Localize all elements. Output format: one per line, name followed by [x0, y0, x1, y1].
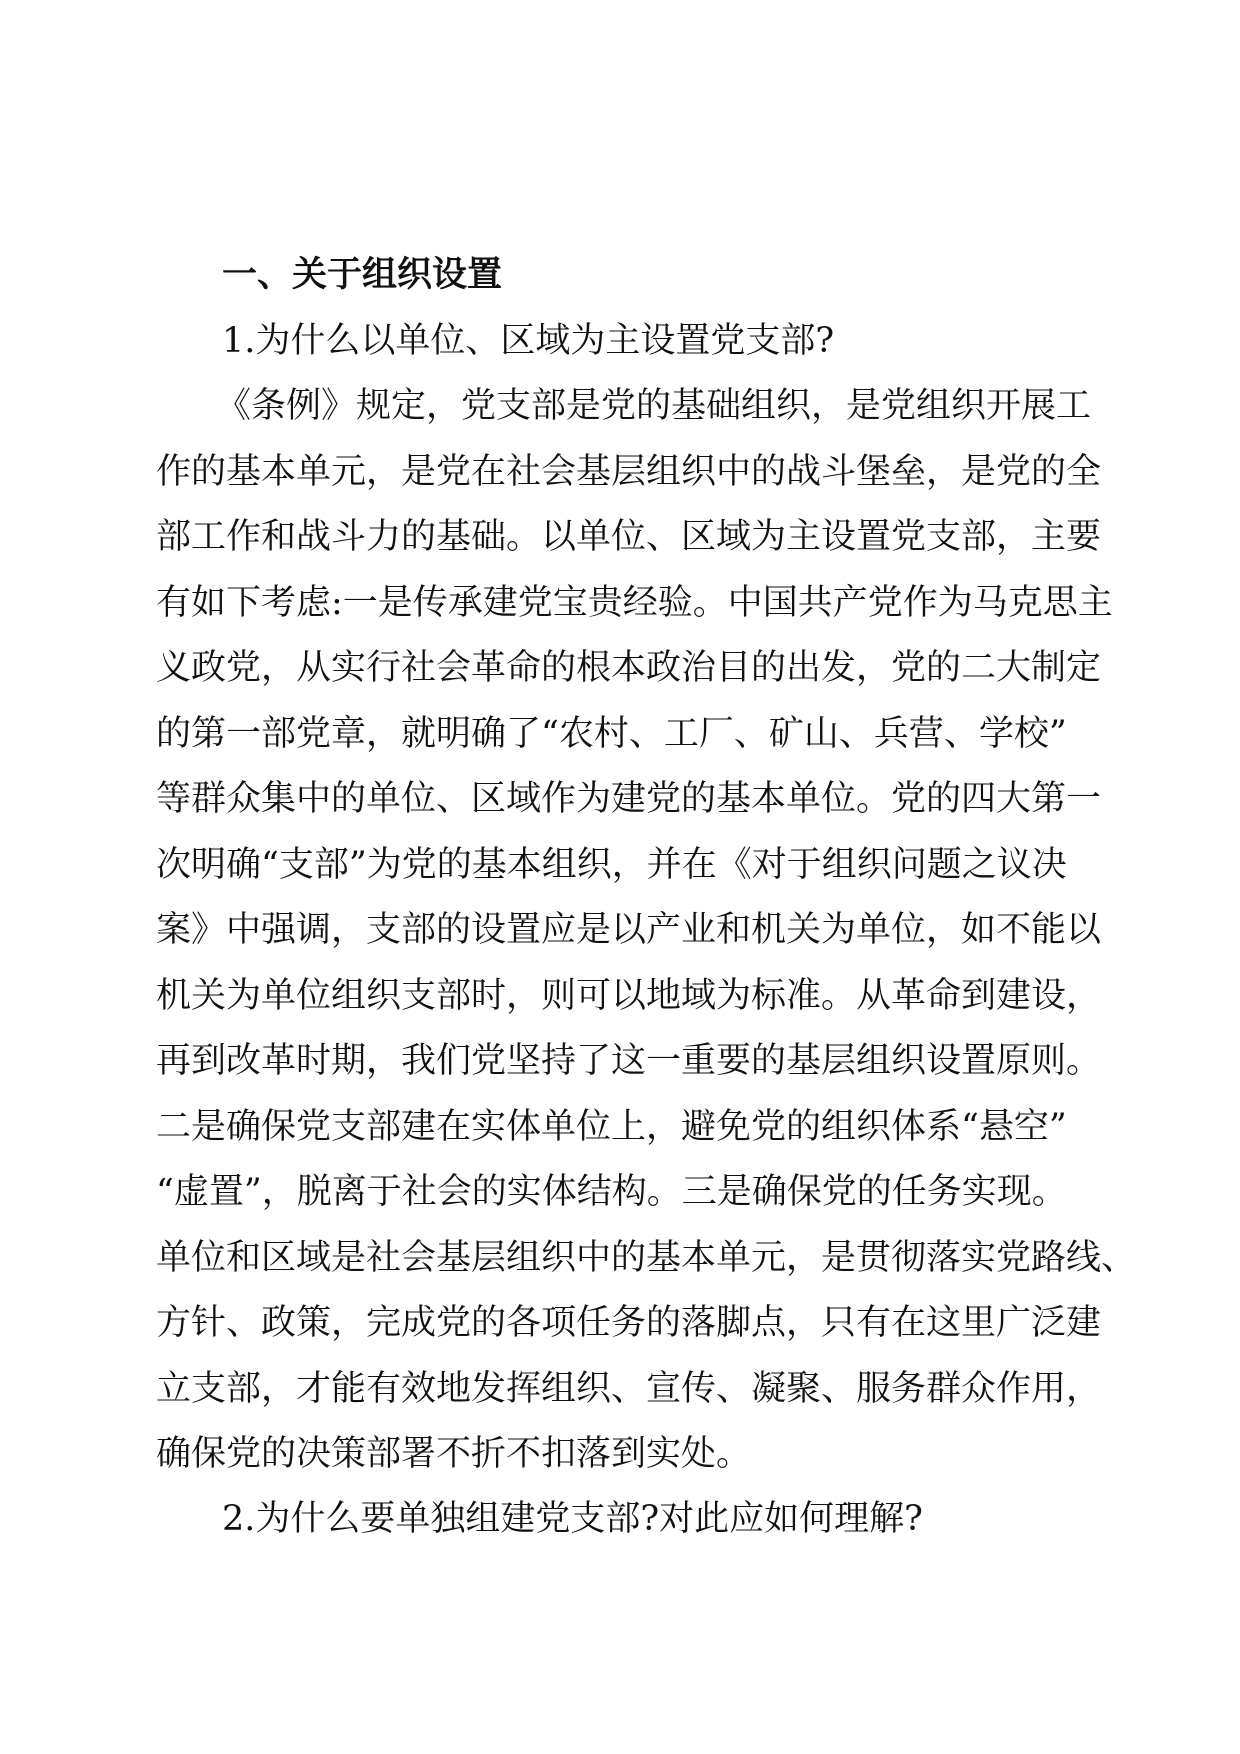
paragraph-line: 确保党的决策部署不折不扣落到实处。	[156, 1434, 752, 1474]
question-1: 1.为什么以单位、区域为主设置党支部?	[222, 321, 835, 361]
paragraph-line: 案》中强调，支部的设置应是以产业和机关为单位，如不能以	[156, 910, 1102, 950]
paragraph-line: 机关为单位组织支部时，则可以地域为标准。从革命到建设，	[156, 975, 1102, 1016]
section-heading: 一、关于组织设置	[222, 255, 503, 295]
paragraph-line: 再到改革时期，我们党坚持了这一重要的基层组织设置原则。	[156, 1041, 1102, 1081]
paragraph-line: 部工作和战斗力的基础。以单位、区域为主设置党支部，主要	[156, 517, 1102, 557]
paragraph-line: 方针、政策，完成党的各项任务的落脚点，只有在这里广泛建	[156, 1303, 1102, 1343]
paragraph-line: 有如下考虑:一是传承建党宝贵经验。中国共产党作为马克思主	[156, 582, 1113, 623]
paragraph-line: 《条例》规定，党支部是党的基础组织，是党组织开展工	[216, 386, 1092, 426]
paragraph-line: 二是确保党支部建在实体单位上，避免党的组织体系“悬空”	[156, 1106, 1067, 1147]
paragraph-line: 等群众集中的单位、区域作为建党的基本单位。党的四大第一	[156, 779, 1102, 819]
paragraph-line: 立支部，才能有效地发挥组织、宣传、凝聚、服务群众作用，	[156, 1368, 1102, 1409]
paragraph-line: 次明确“支部”为党的基本组织，并在《对于组织问题之议决	[156, 844, 1067, 885]
question-2: 2.为什么要单独组建党支部?对此应如何理解?	[222, 1499, 923, 1539]
answer-1-paragraph	[156, 378, 1137, 1492]
paragraph-line: 义政党，从实行社会革命的根本政治目的出发，党的二大制定	[156, 648, 1102, 688]
paragraph-line: “虚置”，脱离于社会的实体结构。三是确保党的任务实现。	[156, 1172, 1067, 1212]
paragraph-line: 单位和区域是社会基层组织中的基本单元，是贯彻落实党路线、	[156, 1237, 1137, 1278]
paragraph-line: 作的基本单元，是党在社会基层组织中的战斗堡垒，是党的全	[156, 451, 1102, 492]
paragraph-line: 的第一部党章，就明确了“农村、工厂、矿山、兵营、学校”	[156, 713, 1067, 754]
